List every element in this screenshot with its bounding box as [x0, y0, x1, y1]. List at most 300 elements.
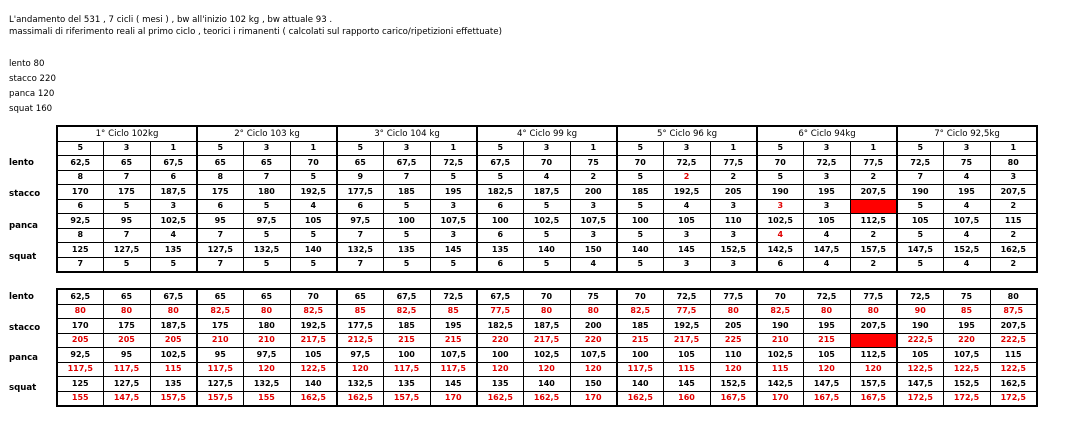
- load-cell: 70: [523, 289, 570, 304]
- load-cell: 175: [103, 185, 150, 200]
- load-cell: 115: [990, 348, 1037, 363]
- reps-header-cell: 3: [243, 141, 290, 156]
- estimated-max-cell: 117,5: [57, 362, 103, 377]
- reps-cell: 5: [103, 257, 150, 272]
- estimated-max-cell: 122,5: [897, 362, 943, 377]
- load-cell: 97,5: [337, 214, 383, 229]
- intro-line-2: massimali di riferimento reali al primo ciclo , teorici i rimanenti ( calcolati sul rapporto carico/ripetizioni effettuate): [9, 26, 502, 37]
- load-cell: 140: [617, 243, 663, 258]
- reps-cell: 3: [710, 257, 757, 272]
- load-cell: 190: [897, 185, 943, 200]
- estimated-max-cell: 82,5: [290, 304, 337, 319]
- reps-header-cell: 5: [477, 141, 523, 156]
- reps-cell: 5: [897, 228, 943, 243]
- reps-cell: 7: [897, 170, 943, 185]
- estimated-max-cell: 162,5: [290, 391, 337, 406]
- reps-cell: [850, 199, 897, 214]
- load-cell: 182,5: [477, 319, 523, 334]
- reps-cell: 9: [337, 170, 383, 185]
- estimated-max-cell: 120: [850, 362, 897, 377]
- load-cell: 70: [523, 156, 570, 171]
- load-cell: 110: [710, 348, 757, 363]
- reps-cell: 5: [523, 199, 570, 214]
- load-cell: 72,5: [803, 156, 850, 171]
- estimated-max-cell: 157,5: [150, 391, 197, 406]
- reps-cell: 2: [850, 170, 897, 185]
- estimated-max-cell: 120: [337, 362, 383, 377]
- estimated-max-cell: 167,5: [803, 391, 850, 406]
- load-cell: 105: [897, 214, 943, 229]
- load-cell: 105: [663, 214, 710, 229]
- estimated-max-cell: 120: [570, 362, 617, 377]
- estimated-max-cell: 120: [243, 362, 290, 377]
- load-cell: 185: [383, 319, 430, 334]
- load-cell: 75: [943, 289, 990, 304]
- reps-cell: 5: [430, 170, 477, 185]
- load-cell: 190: [897, 319, 943, 334]
- load-cell: 147,5: [897, 243, 943, 258]
- load-cell: 95: [103, 348, 150, 363]
- load-cell: 192,5: [290, 319, 337, 334]
- load-cell: 132,5: [337, 377, 383, 392]
- load-cell: 112,5: [850, 348, 897, 363]
- estimated-max-cell: 77,5: [477, 304, 523, 319]
- estimated-max-cell: 115: [757, 362, 803, 377]
- load-cell: 192,5: [663, 185, 710, 200]
- reps-cell: 6: [757, 257, 803, 272]
- reps-cell: 3: [430, 228, 477, 243]
- load-cell: 135: [383, 243, 430, 258]
- load-cell: 105: [897, 348, 943, 363]
- reps-cell: 2: [850, 228, 897, 243]
- load-cell: 112,5: [850, 214, 897, 229]
- max-lento: lento 80: [9, 59, 45, 69]
- load-cell: 150: [570, 377, 617, 392]
- reps-cell: 7: [243, 170, 290, 185]
- reps-cell: 2: [990, 257, 1037, 272]
- load-cell: 110: [710, 214, 757, 229]
- max-stacco: stacco 220: [9, 74, 56, 84]
- reps-cell: 5: [383, 228, 430, 243]
- row-label-panca: panca: [9, 353, 38, 363]
- estimated-max-cell: 122,5: [290, 362, 337, 377]
- load-cell: 107,5: [570, 348, 617, 363]
- max-squat: squat 160: [9, 104, 53, 114]
- load-cell: 95: [103, 214, 150, 229]
- reps-cell: 4: [570, 257, 617, 272]
- load-cell: 205: [710, 185, 757, 200]
- estimated-max-cell: 82,5: [617, 304, 663, 319]
- load-cell: 132,5: [337, 243, 383, 258]
- reps-cell: 2: [990, 228, 1037, 243]
- load-cell: 162,5: [990, 243, 1037, 258]
- load-cell: 170: [57, 319, 103, 334]
- load-cell: 192,5: [290, 185, 337, 200]
- load-cell: 107,5: [943, 348, 990, 363]
- load-cell: 157,5: [850, 377, 897, 392]
- load-cell: 100: [477, 214, 523, 229]
- reps-cell: 3: [990, 170, 1037, 185]
- load-cell: 97,5: [243, 348, 290, 363]
- reps-header-cell: 5: [337, 141, 383, 156]
- load-cell: 127,5: [197, 377, 243, 392]
- row-label-lento: lento: [9, 158, 34, 168]
- reps-cell: 3: [430, 199, 477, 214]
- load-cell: 107,5: [570, 214, 617, 229]
- estimated-max-cell: 90: [897, 304, 943, 319]
- estimated-max-cell: 122,5: [990, 362, 1037, 377]
- reps-header-cell: 3: [103, 141, 150, 156]
- load-cell: 105: [290, 348, 337, 363]
- load-cell: 80: [990, 156, 1037, 171]
- cycle-header: 4° Ciclo 99 kg: [477, 126, 617, 141]
- reps-cell: 5: [430, 257, 477, 272]
- load-cell: 100: [383, 348, 430, 363]
- load-cell: 135: [477, 243, 523, 258]
- reps-cell: 3: [710, 228, 757, 243]
- load-cell: 145: [663, 377, 710, 392]
- load-cell: 72,5: [430, 289, 477, 304]
- estimated-max-cell: 210: [197, 333, 243, 348]
- load-cell: 195: [943, 319, 990, 334]
- reps-cell: 8: [57, 170, 103, 185]
- reps-header-cell: 5: [897, 141, 943, 156]
- load-cell: 147,5: [803, 243, 850, 258]
- estimated-max-cell: 117,5: [197, 362, 243, 377]
- load-cell: 70: [757, 289, 803, 304]
- load-cell: 102,5: [150, 348, 197, 363]
- estimated-max-cell: 162,5: [337, 391, 383, 406]
- load-cell: 100: [477, 348, 523, 363]
- reps-cell: 2: [710, 170, 757, 185]
- estimated-max-cell: 117,5: [617, 362, 663, 377]
- load-cell: 107,5: [430, 348, 477, 363]
- reps-header-cell: 1: [990, 141, 1037, 156]
- estimated-max-cell: 162,5: [477, 391, 523, 406]
- maxes-list: [9, 57, 56, 117]
- load-cell: 115: [990, 214, 1037, 229]
- cycle-header: 1° Ciclo 102kg: [57, 126, 197, 141]
- load-cell: 77,5: [850, 289, 897, 304]
- reps-header-cell: 3: [943, 141, 990, 156]
- load-cell: 70: [617, 156, 663, 171]
- reps-cell: 6: [57, 199, 103, 214]
- load-cell: 180: [243, 319, 290, 334]
- estimated-max-cell: 167,5: [850, 391, 897, 406]
- load-cell: 175: [197, 319, 243, 334]
- load-cell: 187,5: [150, 319, 197, 334]
- reps-cell: 4: [663, 199, 710, 214]
- estimated-max-cell: 120: [477, 362, 523, 377]
- cycle-header: 7° Ciclo 92,5kg: [897, 126, 1037, 141]
- estimated-max-cell: 87,5: [990, 304, 1037, 319]
- reps-cell: 5: [243, 228, 290, 243]
- reps-cell: 3: [710, 199, 757, 214]
- load-cell: 67,5: [383, 156, 430, 171]
- reps-cell: 7: [103, 170, 150, 185]
- estimated-max-cell: 117,5: [103, 362, 150, 377]
- reps-header-cell: 5: [57, 141, 103, 156]
- load-cell: 65: [197, 156, 243, 171]
- reps-header-cell: 5: [617, 141, 663, 156]
- cycles-table-maxes: [56, 288, 1038, 407]
- estimated-max-cell: 117,5: [430, 362, 477, 377]
- reps-cell: 7: [337, 228, 383, 243]
- load-cell: 140: [617, 377, 663, 392]
- reps-header-cell: 3: [523, 141, 570, 156]
- load-cell: 92,5: [57, 214, 103, 229]
- reps-cell: 4: [803, 257, 850, 272]
- reps-header-cell: 5: [197, 141, 243, 156]
- estimated-max-cell: 115: [663, 362, 710, 377]
- reps-cell: 7: [197, 228, 243, 243]
- estimated-max-cell: 217,5: [523, 333, 570, 348]
- estimated-max-cell: [850, 333, 897, 348]
- load-cell: 105: [663, 348, 710, 363]
- row-label-squat: squat: [9, 252, 37, 262]
- load-cell: 65: [337, 289, 383, 304]
- load-cell: 187,5: [523, 185, 570, 200]
- estimated-max-cell: 85: [430, 304, 477, 319]
- estimated-max-cell: 225: [710, 333, 757, 348]
- load-cell: 152,5: [943, 377, 990, 392]
- load-cell: 72,5: [663, 156, 710, 171]
- cycles-table-reps: [56, 125, 1038, 273]
- estimated-max-cell: 80: [710, 304, 757, 319]
- load-cell: 132,5: [243, 377, 290, 392]
- load-cell: 127,5: [103, 377, 150, 392]
- load-cell: 125: [57, 377, 103, 392]
- estimated-max-cell: 215: [383, 333, 430, 348]
- estimated-max-cell: 170: [570, 391, 617, 406]
- load-cell: 142,5: [757, 377, 803, 392]
- load-cell: 182,5: [477, 185, 523, 200]
- load-cell: 67,5: [150, 156, 197, 171]
- load-cell: 175: [103, 319, 150, 334]
- estimated-max-cell: 215: [803, 333, 850, 348]
- load-cell: 175: [197, 185, 243, 200]
- estimated-max-cell: 85: [337, 304, 383, 319]
- reps-cell: 7: [57, 257, 103, 272]
- load-cell: 72,5: [430, 156, 477, 171]
- estimated-max-cell: 220: [477, 333, 523, 348]
- estimated-max-cell: 155: [57, 391, 103, 406]
- reps-cell: 3: [150, 199, 197, 214]
- estimated-max-cell: 172,5: [943, 391, 990, 406]
- load-cell: 135: [150, 377, 197, 392]
- estimated-max-cell: 222,5: [990, 333, 1037, 348]
- load-cell: 152,5: [943, 243, 990, 258]
- cycle-header: 6° Ciclo 94kg: [757, 126, 897, 141]
- reps-header-cell: 1: [150, 141, 197, 156]
- reps-cell: 5: [617, 199, 663, 214]
- reps-cell: 8: [197, 170, 243, 185]
- load-cell: 190: [757, 185, 803, 200]
- reps-cell: 7: [337, 257, 383, 272]
- reps-cell: 6: [477, 199, 523, 214]
- load-cell: 67,5: [477, 156, 523, 171]
- reps-cell: 4: [943, 170, 990, 185]
- reps-cell: 2: [850, 257, 897, 272]
- estimated-max-cell: 172,5: [990, 391, 1037, 406]
- load-cell: 177,5: [337, 319, 383, 334]
- load-cell: 102,5: [523, 348, 570, 363]
- load-cell: 207,5: [990, 319, 1037, 334]
- reps-header-cell: 1: [430, 141, 477, 156]
- reps-cell: 4: [150, 228, 197, 243]
- row-label-stacco: stacco: [9, 189, 41, 199]
- estimated-max-cell: 80: [103, 304, 150, 319]
- estimated-max-cell: 115: [150, 362, 197, 377]
- cycle-header: 3° Ciclo 104 kg: [337, 126, 477, 141]
- load-cell: 65: [243, 289, 290, 304]
- load-cell: 70: [290, 156, 337, 171]
- load-cell: 135: [150, 243, 197, 258]
- estimated-max-cell: 217,5: [290, 333, 337, 348]
- reps-cell: 3: [803, 170, 850, 185]
- row-label-squat: squat: [9, 383, 37, 393]
- reps-cell: 5: [617, 257, 663, 272]
- load-cell: 145: [430, 243, 477, 258]
- load-cell: 180: [243, 185, 290, 200]
- reps-cell: 6: [197, 199, 243, 214]
- reps-cell: 7: [383, 170, 430, 185]
- estimated-max-cell: 170: [757, 391, 803, 406]
- estimated-max-cell: 220: [943, 333, 990, 348]
- reps-cell: 6: [477, 228, 523, 243]
- load-cell: 192,5: [663, 319, 710, 334]
- row-label-panca: panca: [9, 221, 38, 231]
- load-cell: 195: [943, 185, 990, 200]
- reps-cell: 5: [617, 228, 663, 243]
- estimated-max-cell: 157,5: [383, 391, 430, 406]
- max-panca: panca 120: [9, 89, 55, 99]
- load-cell: 140: [523, 377, 570, 392]
- reps-cell: 5: [477, 170, 523, 185]
- reps-cell: 7: [103, 228, 150, 243]
- estimated-max-cell: 80: [850, 304, 897, 319]
- estimated-max-cell: 120: [710, 362, 757, 377]
- reps-cell: 5: [243, 257, 290, 272]
- estimated-max-cell: 80: [150, 304, 197, 319]
- load-cell: 145: [430, 377, 477, 392]
- load-cell: 65: [197, 289, 243, 304]
- reps-cell: 5: [897, 257, 943, 272]
- reps-header-cell: 1: [850, 141, 897, 156]
- load-cell: 185: [617, 185, 663, 200]
- reps-header-cell: 3: [803, 141, 850, 156]
- reps-cell: 8: [57, 228, 103, 243]
- load-cell: 67,5: [150, 289, 197, 304]
- reps-cell: 5: [290, 228, 337, 243]
- load-cell: 135: [383, 377, 430, 392]
- row-label-stacco: stacco: [9, 323, 41, 333]
- estimated-max-cell: 205: [150, 333, 197, 348]
- load-cell: 200: [570, 319, 617, 334]
- reps-cell: 5: [243, 199, 290, 214]
- estimated-max-cell: 167,5: [710, 391, 757, 406]
- cycle-header: 5° Ciclo 96 kg: [617, 126, 757, 141]
- reps-cell: 3: [570, 199, 617, 214]
- reps-cell: 3: [570, 228, 617, 243]
- load-cell: 62,5: [57, 289, 103, 304]
- reps-cell: 4: [943, 199, 990, 214]
- estimated-max-cell: 122,5: [943, 362, 990, 377]
- reps-cell: 5: [383, 257, 430, 272]
- load-cell: 162,5: [990, 377, 1037, 392]
- estimated-max-cell: 85: [943, 304, 990, 319]
- estimated-max-cell: 77,5: [663, 304, 710, 319]
- reps-cell: 5: [617, 170, 663, 185]
- reps-cell: 4: [803, 228, 850, 243]
- load-cell: 145: [663, 243, 710, 258]
- reps-cell: 3: [663, 257, 710, 272]
- reps-cell: 3: [663, 228, 710, 243]
- load-cell: 72,5: [897, 156, 943, 171]
- estimated-max-cell: 82,5: [383, 304, 430, 319]
- load-cell: 200: [570, 185, 617, 200]
- load-cell: 185: [383, 185, 430, 200]
- estimated-max-cell: 155: [243, 391, 290, 406]
- load-cell: 147,5: [803, 377, 850, 392]
- load-cell: 102,5: [757, 214, 803, 229]
- load-cell: 107,5: [430, 214, 477, 229]
- load-cell: 100: [617, 348, 663, 363]
- load-cell: 77,5: [710, 156, 757, 171]
- load-cell: 65: [103, 289, 150, 304]
- load-cell: 102,5: [150, 214, 197, 229]
- estimated-max-cell: 80: [803, 304, 850, 319]
- load-cell: 100: [383, 214, 430, 229]
- load-cell: 195: [803, 185, 850, 200]
- reps-cell: 5: [150, 257, 197, 272]
- estimated-max-cell: 172,5: [897, 391, 943, 406]
- load-cell: 190: [757, 319, 803, 334]
- load-cell: 147,5: [897, 377, 943, 392]
- load-cell: 177,5: [337, 185, 383, 200]
- reps-header-cell: 3: [383, 141, 430, 156]
- reps-header-cell: 1: [570, 141, 617, 156]
- load-cell: 195: [430, 319, 477, 334]
- load-cell: 140: [523, 243, 570, 258]
- load-cell: 207,5: [990, 185, 1037, 200]
- load-cell: 62,5: [57, 156, 103, 171]
- reps-cell: 4: [290, 199, 337, 214]
- estimated-max-cell: 82,5: [197, 304, 243, 319]
- reps-cell: 4: [943, 228, 990, 243]
- load-cell: 67,5: [383, 289, 430, 304]
- load-cell: 150: [570, 243, 617, 258]
- estimated-max-cell: 170: [430, 391, 477, 406]
- reps-cell: 2: [570, 170, 617, 185]
- estimated-max-cell: 120: [523, 362, 570, 377]
- reps-cell: 2: [990, 199, 1037, 214]
- load-cell: 187,5: [150, 185, 197, 200]
- row-label-lento: lento: [9, 292, 34, 302]
- estimated-max-cell: 162,5: [617, 391, 663, 406]
- load-cell: 170: [57, 185, 103, 200]
- reps-cell: 5: [290, 170, 337, 185]
- reps-cell: 7: [197, 257, 243, 272]
- estimated-max-cell: 205: [57, 333, 103, 348]
- reps-cell: 6: [150, 170, 197, 185]
- load-cell: 127,5: [103, 243, 150, 258]
- reps-cell: 2: [663, 170, 710, 185]
- reps-cell: 5: [383, 199, 430, 214]
- load-cell: 70: [617, 289, 663, 304]
- reps-cell: 3: [757, 199, 803, 214]
- load-cell: 142,5: [757, 243, 803, 258]
